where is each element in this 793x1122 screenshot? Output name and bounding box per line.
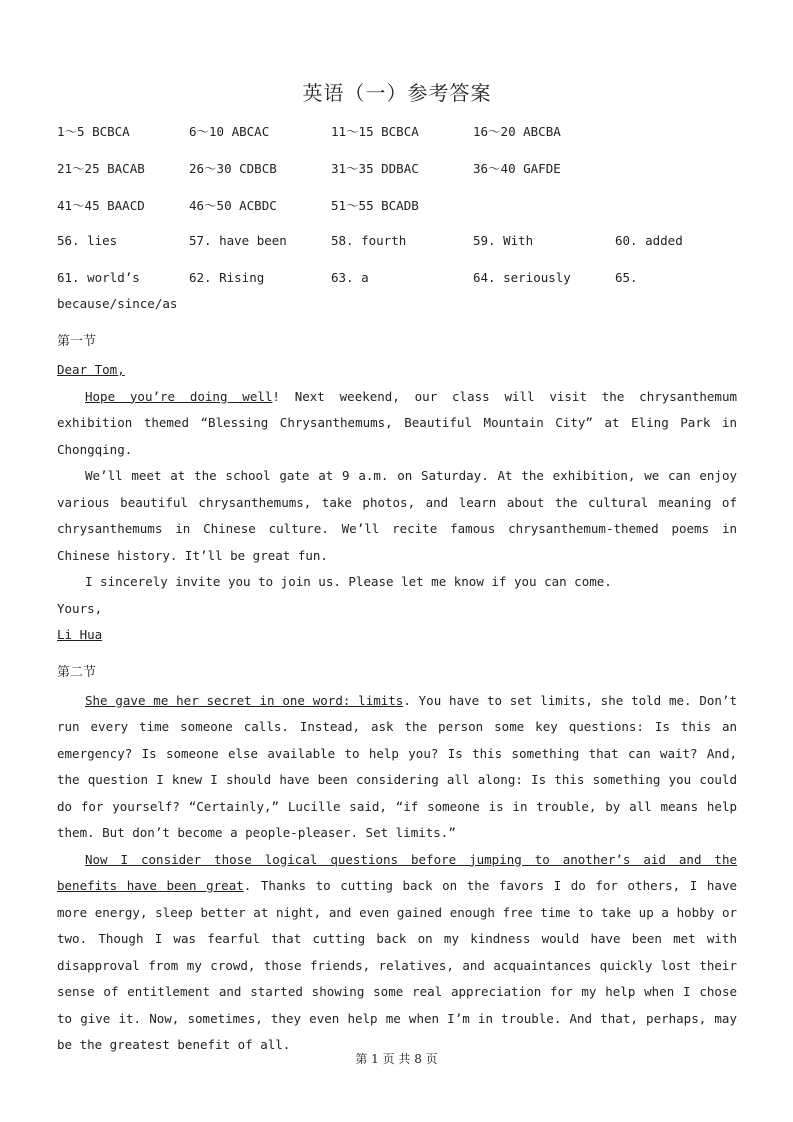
section1-letter [57, 357, 737, 649]
paragraph-text: ! Next weekend, our class will visit the chrysanthemum exhibition themed “Blessing Chrysanthemums, Beautiful Mountain City” at Eling Park in Chongqing. [57, 388, 737, 457]
paragraph-text: . You have to set limits, she told me. Don’t run every time someone calls. Instead, ask the person some key questions: Is this an emergency? Is someone else available to help you? Is this something that can wait? And, the question I knew I should have been considering all along: Is this something you could do for yourself? “Certainly,” Lucille said, “if someone is in trouble, by all means help them. But don’t become a people-pleaser. Set limits.” [57, 692, 737, 840]
fill-answer: 61. world’s [57, 270, 140, 285]
letter-closing: Yours, [57, 600, 103, 616]
letter-paragraph: I sincerely invite you to join us. Please let me know if you can come. [85, 574, 612, 589]
answer-group: 46～50 ACBDC [189, 198, 277, 213]
fill-answer: 57. have been [189, 233, 287, 248]
letter-paragraph [57, 384, 737, 464]
answer-page [57, 78, 737, 1059]
answer-group: 6～10 ABCAC [189, 124, 270, 139]
answer-group: 1～5 BCBCA [57, 124, 130, 139]
answer-group: 16～20 ABCBA [473, 124, 561, 139]
fill-answer: 65. [615, 270, 638, 285]
fill-answer: 58. fourth [331, 233, 407, 248]
letter-paragraph: We’ll meet at the school gate at 9 a.m. on Saturday. At the exhibition, we can enjoy various beautiful chrysanthemums, take photos, and learn about the cultural meaning of chrysanthemums in Chinese culture. We’ll recite famous chrysanthemum-themed poems in Chinese history. It’ll be great fun. [57, 468, 737, 563]
fill-row [57, 233, 737, 270]
fill-answer: 62. Rising [189, 270, 265, 285]
section2-label: 第二节 [57, 664, 97, 680]
fill-answer: 59. With [473, 233, 534, 248]
letter-signature: Li Hua [57, 627, 103, 642]
page-title: 英语（一）参考答案 [302, 81, 492, 105]
fill-row [57, 270, 737, 307]
choice-answers [57, 122, 737, 324]
fill-answer: 64. seriously [473, 270, 571, 285]
answer-group: 21～25 BACAB [57, 161, 145, 176]
fill-answer: 63. a [331, 270, 369, 285]
letter-greeting: Dear Tom, [57, 362, 125, 377]
page-footer: 第 1 页 共 8 页 [355, 1052, 438, 1066]
section1-label: 第一节 [57, 334, 97, 349]
underlined-sentence: Hope you’re doing well [85, 388, 273, 404]
fill-answer-continuation: because/since/as [57, 296, 178, 311]
underlined-sentence: Now I consider those logical questions before jumping to another’s aid and the benefits have been great [57, 851, 737, 893]
fill-answer: 56. lies [57, 233, 118, 248]
answer-group: 11～15 BCBCA [331, 124, 419, 139]
answer-row [57, 122, 737, 159]
underlined-sentence: She gave me her secret in one word: limits [85, 692, 404, 708]
paragraph-text: . Thanks to cutting back on the favors I do for others, I have more energy, sleep better at night, and even gained enough free time to take up a hobby or two. Though I was fearful that cutting back on my kindness would have been met with disapproval from my crowd, those friends, relatives, and acquaintances quickly lost their sense of entitlement and started showing some real appreciation for my help when I chose to give it. Now, sometimes, they even help me when I’m in trouble. And that, perhaps, may be the greatest benefit of all. [57, 878, 737, 1052]
answer-group: 36～40 GAFDE [473, 161, 561, 176]
answer-row [57, 196, 737, 233]
essay-paragraph [57, 688, 737, 847]
answer-group: 31～35 DDBAC [331, 161, 419, 176]
essay-paragraph [57, 847, 737, 1059]
section2-essay [57, 688, 737, 1059]
answer-group: 51～55 BCADB [331, 198, 419, 213]
answer-group: 26～30 CDBCB [189, 161, 277, 176]
fill-answer: 60. added [615, 233, 683, 248]
answer-row [57, 159, 737, 196]
answer-group: 41～45 BAACD [57, 198, 145, 213]
